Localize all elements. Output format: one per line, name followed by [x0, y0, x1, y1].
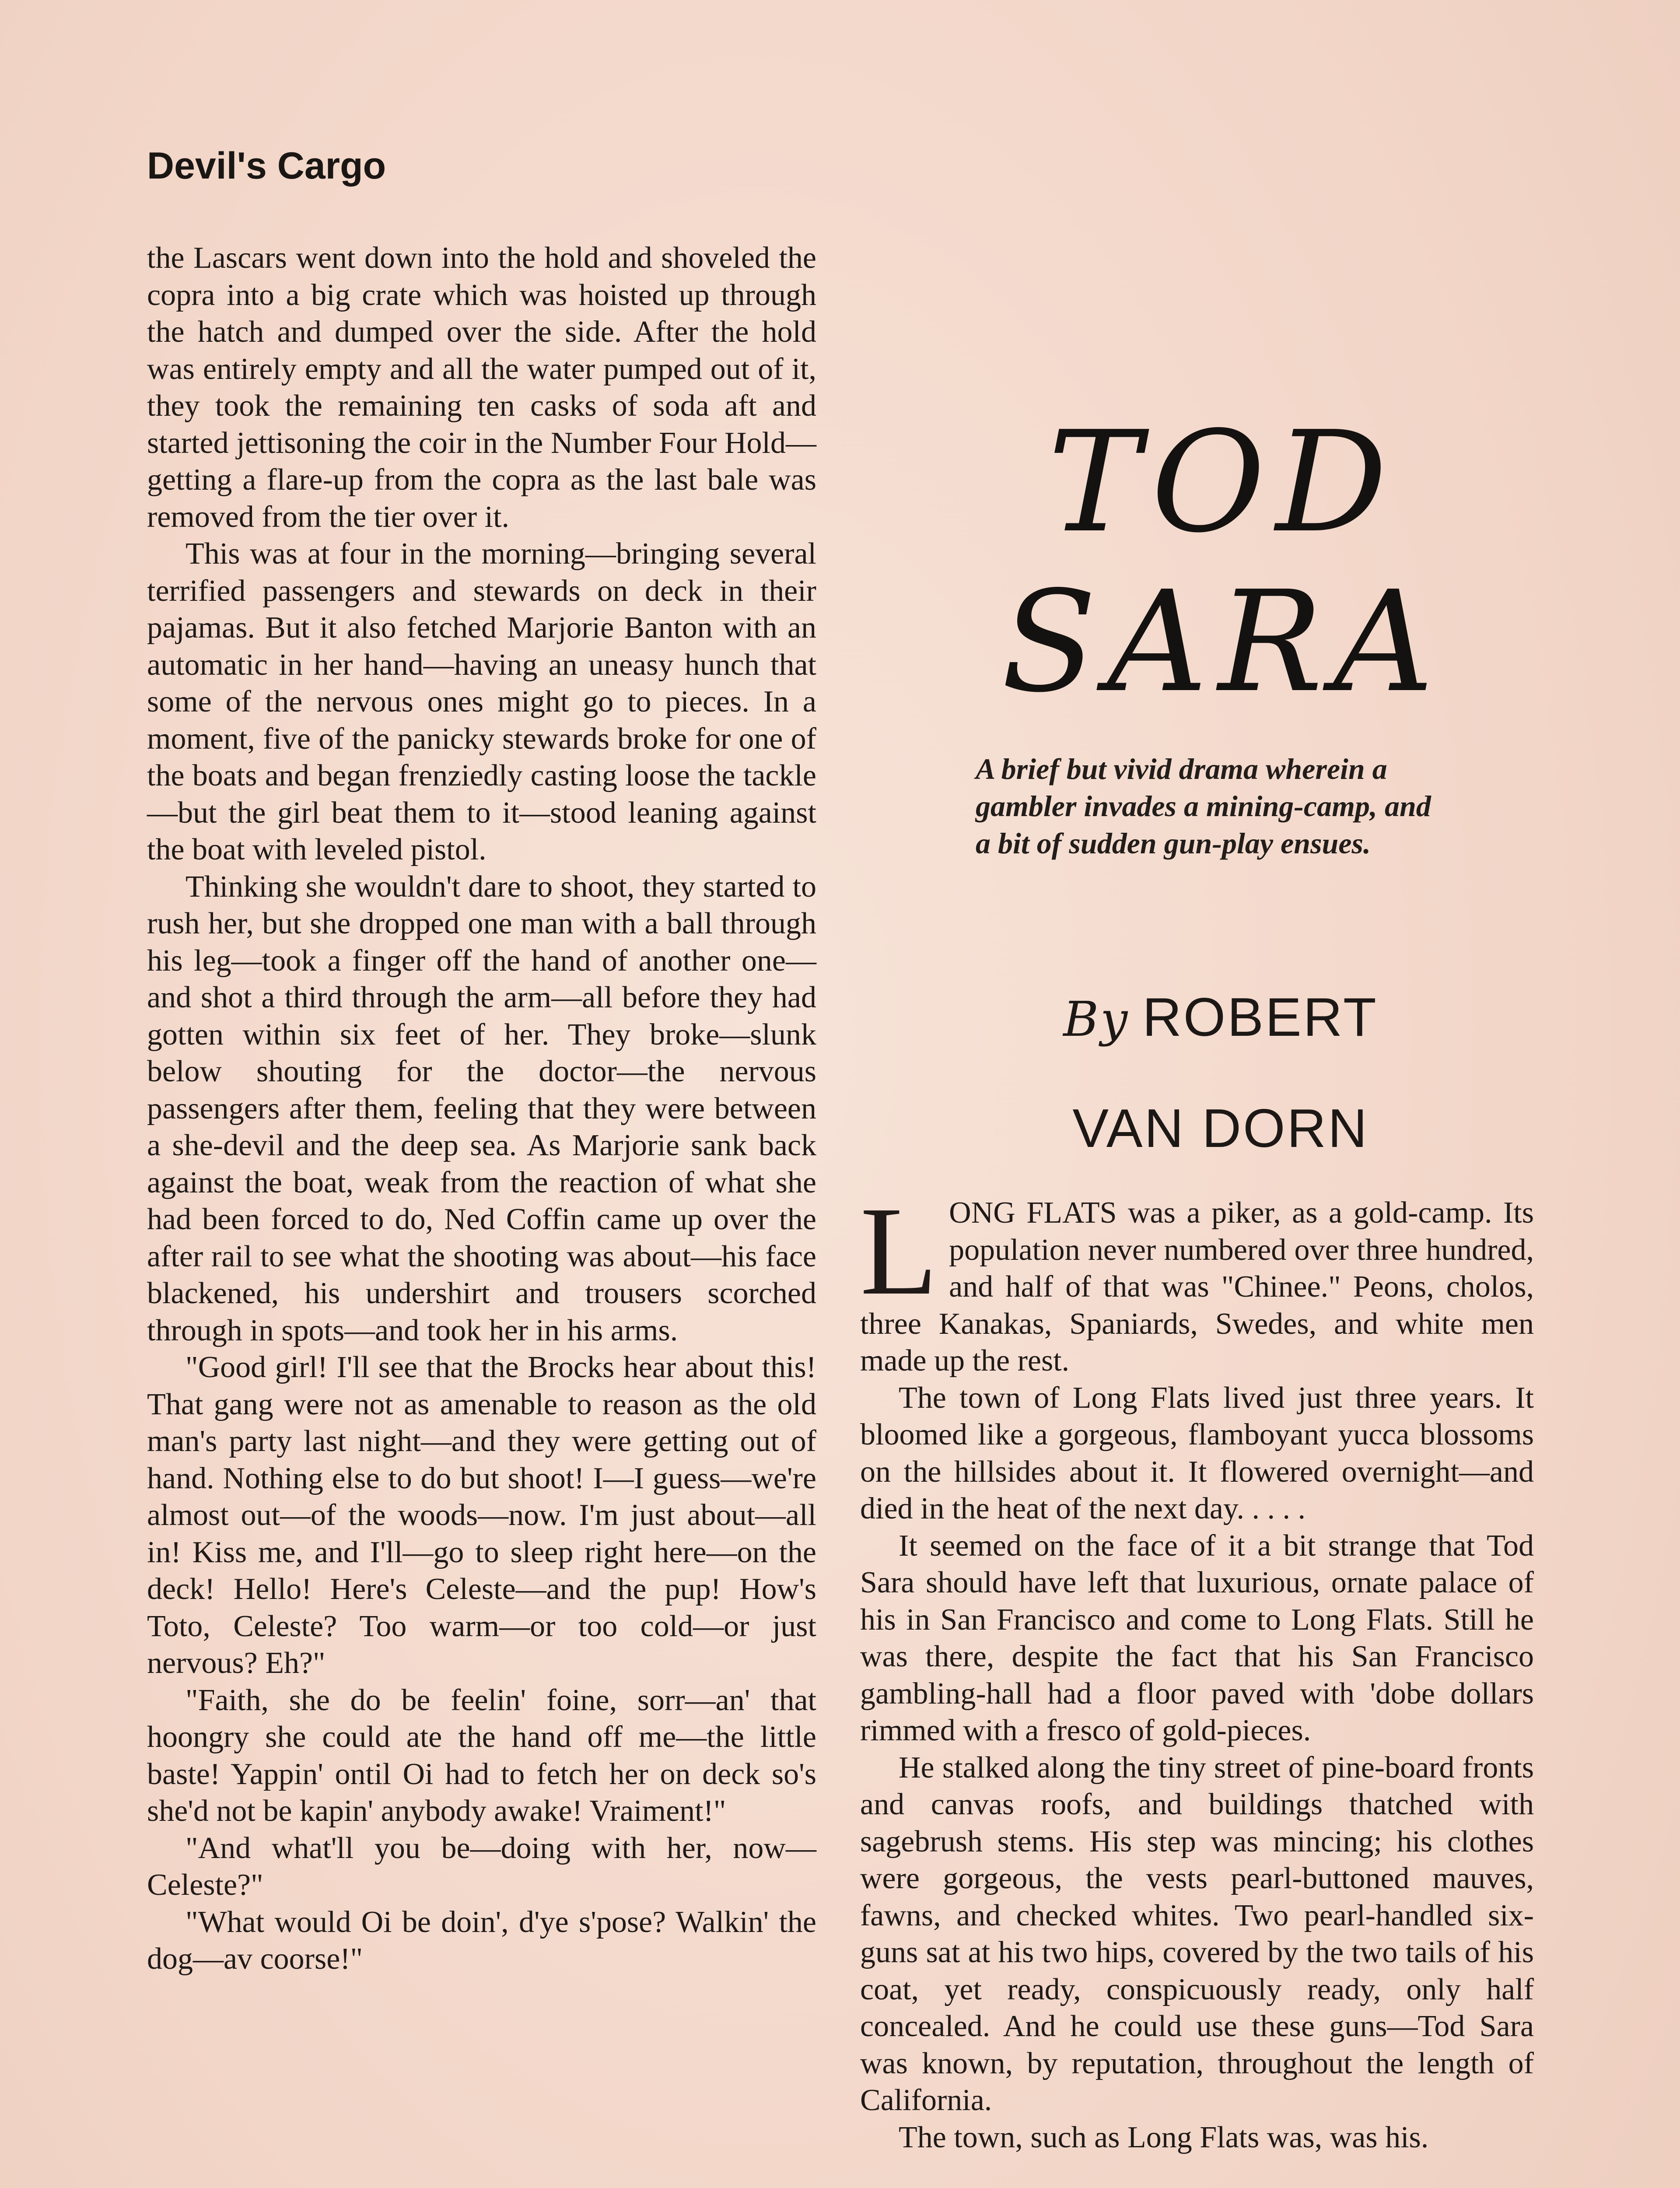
opening-paragraph	[860, 1181, 1534, 1380]
byline-prefix: By	[1063, 991, 1130, 1047]
author-first-name: ROBERT	[1142, 987, 1378, 1048]
author-last-name: VAN DORN	[1072, 1098, 1369, 1159]
paragraph: This was at four in the morning—bringing several terrified passengers and stewards on deck in their pajamas. But it also fetched Marjorie Banton with an automatic in her hand—having an uneasy hunch that some of the nervous ones might go to pieces. In a moment, five of the panicky stewards broke for one of the boats and began frenziedly casting loose the tackle—but the girl beat them to it—stood leaning against the boat with leveled pistol.	[147, 537, 816, 866]
paragraph: The town of Long Flats lived just three years. It bloomed like a gorgeous, flamboyant yucca blossoms on the hillsides about it. It flowered overnight—and died in the heat of the next day. . . . .	[860, 1381, 1534, 1525]
paragraph: "And what'll you be—doing with her, now—Celeste?"	[147, 1831, 816, 1902]
paragraph: He stalked along the tiny street of pine-board fronts and canvas roofs, and buildings thatched with sagebrush stems. His step was mincing; his clothes were gorgeous, the vests pearl-buttoned mauves, fawns, and checked whites. Two pearl-handled six-guns sat at his two hips, covered by the two tails of his coat, yet ready, conspicuously ready, only half concealed. And he could use these guns—Tod Sara was known, by reputation, throughout the length of California.	[860, 1750, 1534, 2117]
byline	[980, 963, 1461, 1183]
right-column	[860, 1181, 1534, 2156]
story-blurb: A brief but vivid drama wherein a gambler invades a mining-camp, and a bit of sudden gun-play ensues.	[976, 752, 1431, 860]
paragraph: the Lascars went down into the hold and shoveled the copra into a big crate which was hoisted up through the hatch and dumped over the side. After the hold was entirely empty and all the water pumped out of it, they took the remaining ten casks of soda aft and started jettisoning the coir in the Number Four Hold—getting a flare-up from the copra as the last bale was removed from the tier over it.	[147, 241, 816, 534]
paragraph: "Faith, she do be feelin' foine, sorr—an' that hoongry she could ate the hand off me—the little baste! Yappin' ontil Oi had to fetch her on deck so's she'd not be kapin' anybody awake! Vraiment!"	[147, 1683, 816, 1828]
story-title-line-2: SARA	[1001, 561, 1445, 723]
drop-cap: L	[860, 1181, 938, 1321]
paragraph: "Good girl! I'll see that the Brocks hear about this! That gang were not as amenable to reason as the old man's party last night—and they were getting out of hand. Nothing else to do but shoot! I—I guess—we're almost out—of the woods—now. I'm just about—all in! Kiss me, and I'll—go to sleep right here—on the deck! Hello! Here's Celeste—and the pup! How's Toto, Celeste? Too warm—or too cold—or just nervous? Eh?"	[147, 1350, 816, 1680]
paragraph: It seemed on the face of it a bit strange that Tod Sara should have left that luxurious, ornate palace of his in San Francisco and come to Long Flats. Still he was there, despite the fact that his San Francisco gambling-hall had a floor paved with 'dobe dollars rimmed with a fresco of gold-pieces.	[860, 1529, 1534, 1747]
paragraph: "What would Oi be doin', d'ye s'pose? Walkin' the dog—av coorse!"	[147, 1905, 816, 1976]
story-title	[949, 403, 1496, 722]
running-head: Devil's Cargo	[147, 145, 386, 187]
left-column	[147, 240, 816, 1978]
story-title-line-1: TOD	[1048, 401, 1398, 563]
opening-paragraph-text: ONG FLATS was a piker, as a gold-camp. Its population never numbered over three hundred, and half of that was "Chinee." Peons, cholos, three Kanakas, Spaniards, Swedes, and white men made up the rest.	[860, 1196, 1534, 1378]
paragraph: The town, such as Long Flats was, was his.	[899, 2120, 1429, 2154]
paragraph: Thinking she wouldn't dare to shoot, they started to rush her, but she dropped one man with a ball through his leg—took a finger off the hand of another one—and shot a third through the arm—all before they had gotten within six feet of her. They broke—slunk below shouting for the doctor—the nervous passengers after them, feeling that they were between a she-devil and the deep sea. As Marjorie sank back against the boat, weak from the reaction of what she had been forced to do, Ned Coffin came up over the after rail to see what the shooting was about—his face blackened, his undershirt and trousers scorched through in spots—and took her in his arms.	[147, 870, 816, 1347]
